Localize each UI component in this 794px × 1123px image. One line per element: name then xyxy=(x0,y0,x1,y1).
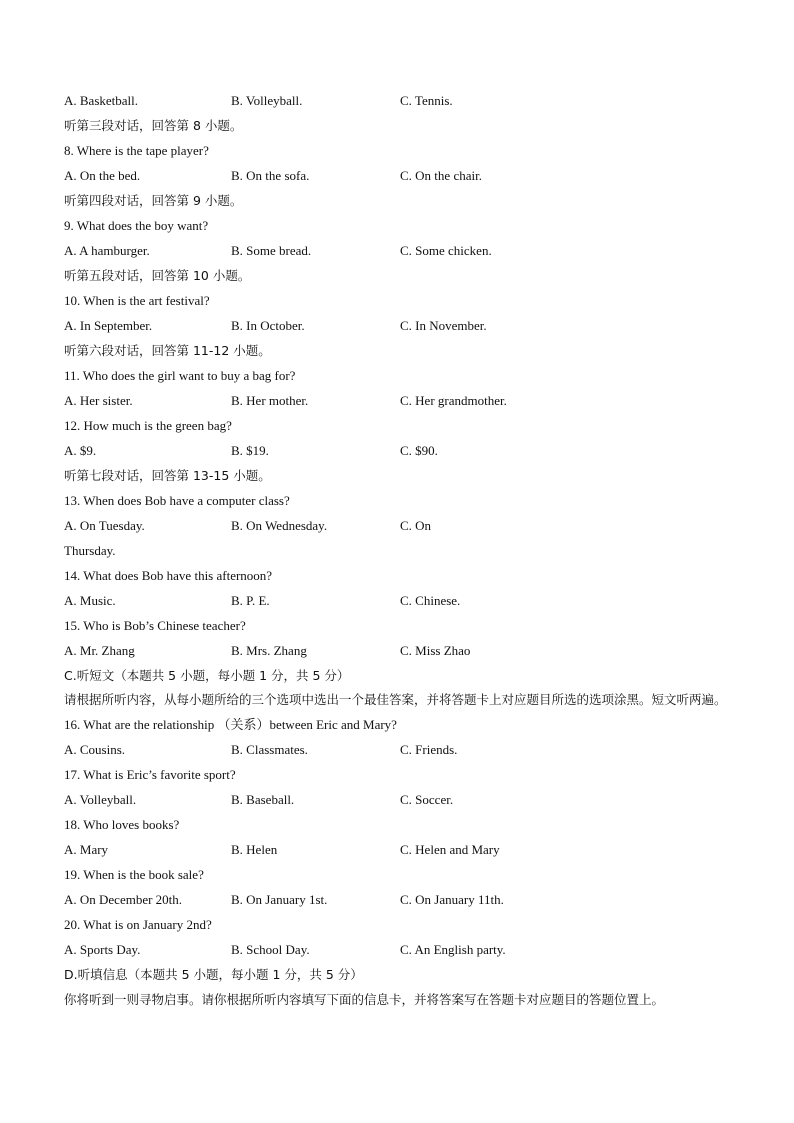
answer-options-row xyxy=(64,787,744,812)
option-c: C. An English party. xyxy=(400,942,506,957)
option-a: A. Mary xyxy=(64,842,109,857)
section-instruction: D.听填信息（本题共 5 小题，每小题 1 分，共 5 分） xyxy=(64,967,363,982)
question-text: 9. What does the boy want? xyxy=(64,218,209,233)
answer-options-row xyxy=(64,388,744,413)
option-a: A. Sports Day. xyxy=(64,942,141,957)
question-text: 20. What is on January 2nd? xyxy=(64,917,212,932)
answer-options-row xyxy=(64,638,744,663)
answer-options-row xyxy=(64,737,744,762)
option-c: C. On January 11th. xyxy=(400,892,504,907)
option-b: B. Some bread. xyxy=(231,243,312,258)
option-a: A. On the bed. xyxy=(64,168,141,183)
option-c: C. Some chicken. xyxy=(400,243,492,258)
answer-options-row xyxy=(64,588,744,613)
question-text: 8. Where is the tape player? xyxy=(64,143,209,158)
section-instruction: 听第四段对话，回答第 9 小题。 xyxy=(64,193,243,208)
section-instruction: 听第七段对话，回答第 13-15 小题。 xyxy=(64,468,271,483)
option-c: C. Tennis. xyxy=(400,93,453,108)
section-instruction: 听第五段对话，回答第 10 小题。 xyxy=(64,268,251,283)
option-c: C. On the chair. xyxy=(400,168,482,183)
answer-options-row xyxy=(64,837,744,862)
option-b: B. In October. xyxy=(231,318,305,333)
question-text: 17. What is Eric’s favorite sport? xyxy=(64,767,236,782)
answer-options-row xyxy=(64,163,744,188)
answer-options-row xyxy=(64,313,744,338)
section-directions: 请根据所听内容，从每小题所给的三个选项中选出一个最佳答案，并将答题卡上对应题目所选的选项涂黑。短文听两遍。 xyxy=(64,692,727,707)
option-c: C. Friends. xyxy=(400,742,458,757)
option-a: A. In September. xyxy=(64,318,153,333)
option-b: B. Mrs. Zhang xyxy=(231,643,307,658)
question-text: 18. Who loves books? xyxy=(64,817,180,832)
exam-page xyxy=(64,88,744,1012)
option-c: C. $90. xyxy=(400,443,438,458)
question-text: 16. What are the relationship （关系）between Eric and Mary? xyxy=(64,717,397,732)
option-b: B. $19. xyxy=(231,443,269,458)
option-a: A. On December 20th. xyxy=(64,892,183,907)
option-b: B. Helen xyxy=(231,842,278,857)
option-b: B. School Day. xyxy=(231,942,310,957)
question-text: 19. When is the book sale? xyxy=(64,867,204,882)
question-text: Thursday. xyxy=(64,543,116,558)
answer-options-row xyxy=(64,937,744,962)
option-b: B. Her mother. xyxy=(231,393,309,408)
answer-options-row xyxy=(64,238,744,263)
answer-options-row xyxy=(64,513,744,538)
option-a: A. $9. xyxy=(64,443,97,458)
option-c: C. Her grandmother. xyxy=(400,393,507,408)
option-c: C. Helen and Mary xyxy=(400,842,500,857)
answer-options-row xyxy=(64,438,744,463)
question-text: 11. Who does the girl want to buy a bag for? xyxy=(64,368,296,383)
answer-options-row xyxy=(64,88,744,113)
option-a: A. Basketball. xyxy=(64,93,139,108)
question-text: 10. When is the art festival? xyxy=(64,293,210,308)
option-c: C. On xyxy=(400,518,432,533)
answer-options-row xyxy=(64,887,744,912)
question-text: 13. When does Bob have a computer class? xyxy=(64,493,290,508)
option-c: C. Soccer. xyxy=(400,792,454,807)
question-text: 14. What does Bob have this afternoon? xyxy=(64,568,273,583)
section-instruction: 听第三段对话，回答第 8 小题。 xyxy=(64,118,243,133)
option-b: B. On January 1st. xyxy=(231,892,328,907)
option-a: A. A hamburger. xyxy=(64,243,150,258)
option-a: A. Music. xyxy=(64,593,116,608)
section-instruction: 你将听到一则寻物启事。请你根据所听内容填写下面的信息卡，并将答案写在答题卡对应题目的答题位置上。 xyxy=(64,992,665,1007)
option-b: B. On the sofa. xyxy=(231,168,310,183)
section-instruction: C.听短文（本题共 5 小题，每小题 1 分，共 5 分） xyxy=(64,668,350,683)
option-a: A. Her sister. xyxy=(64,393,133,408)
option-c: C. In November. xyxy=(400,318,487,333)
question-text: 15. Who is Bob’s Chinese teacher? xyxy=(64,618,246,633)
question-text: 12. How much is the green bag? xyxy=(64,418,232,433)
option-c: C. Chinese. xyxy=(400,593,461,608)
option-b: B. P. E. xyxy=(231,593,270,608)
option-b: B. Volleyball. xyxy=(231,93,303,108)
option-a: A. Mr. Zhang xyxy=(64,643,135,658)
option-b: B. Classmates. xyxy=(231,742,308,757)
option-a: A. Cousins. xyxy=(64,742,126,757)
option-c: C. Miss Zhao xyxy=(400,643,471,658)
section-instruction: 听第六段对话，回答第 11-12 小题。 xyxy=(64,343,271,358)
option-a: A. On Tuesday. xyxy=(64,518,145,533)
option-b: B. On Wednesday. xyxy=(231,518,328,533)
option-a: A. Volleyball. xyxy=(64,792,137,807)
option-b: B. Baseball. xyxy=(231,792,295,807)
